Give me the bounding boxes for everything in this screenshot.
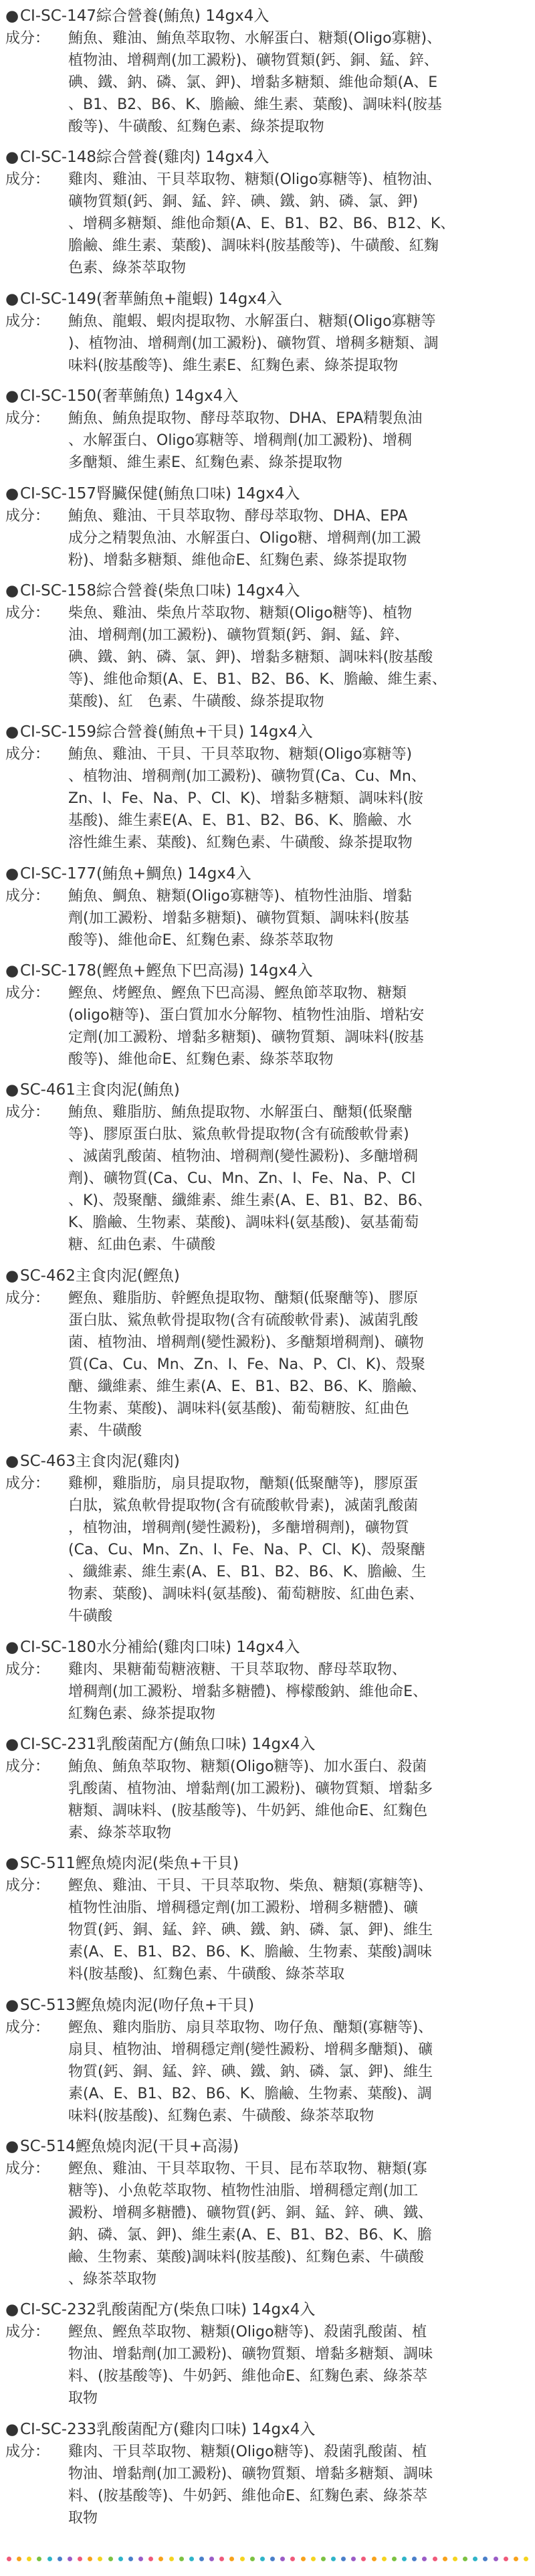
ingredients-line: 澱粉、增稠多糖體)、礦物質(鈣、銅、錳、鋅、碘、鐵、: [68, 2205, 433, 2221]
product-title-text: SC-462主食肉泥(鰹魚): [20, 1267, 180, 1285]
ingredients-line: 劑(加工澱粉、增黏多糖類)、礦物質類、調味料(胺基: [68, 909, 409, 927]
product-title-text: CI-SC-231乳酸菌配方(鮪魚口味) 14gx4入: [20, 1735, 316, 1753]
ingredients-line: 鈉、磷、氯、鉀)、維生素(A、E、B1、B2、B6、K、膽: [68, 2227, 432, 2243]
bullet-icon: ●: [5, 149, 19, 167]
ingredients-text: [68, 885, 530, 951]
decorative-dot: [514, 2557, 518, 2561]
product-title: [5, 2299, 530, 2321]
ingredients-row: [5, 743, 530, 854]
decorative-dot: [280, 2557, 285, 2561]
decorative-dot: [351, 2557, 356, 2561]
product-item: [5, 288, 530, 377]
product-title: [5, 1451, 530, 1473]
ingredients-line: 糖類、調味料、(胺基酸等)、牛奶鈣、維他命E、紅麴色: [68, 1802, 428, 1819]
product-title-text: CI-SC-148綜合營養(雞肉) 14gx4入: [20, 149, 270, 167]
ingredients-line: 膽鹼、維生素、葉酸)、調味料(胺基酸等)、牛磺酸、紅麴: [68, 238, 439, 255]
bullet-icon: ●: [5, 2138, 19, 2155]
decorative-dot: [270, 2557, 275, 2561]
product-title-text: SC-461主食肉泥(鮪魚): [20, 1081, 180, 1099]
product-item: [5, 1995, 530, 2127]
decorative-dot: [88, 2557, 92, 2561]
ingredients-line: 雞柳，雞脂肪，扇貝提取物，醣類(低聚醣等)，膠原蛋: [68, 1475, 419, 1493]
ingredients-line: )、植物油、增稠劑(加工澱粉)、礦物質、增稠多糖類、調: [68, 335, 439, 352]
ingredients-text: [68, 1875, 530, 1985]
decorative-dot: [260, 2557, 265, 2561]
decorative-dot: [331, 2557, 336, 2561]
decorative-dot: [301, 2557, 306, 2561]
decorative-dot: [412, 2557, 417, 2561]
decorative-dot: [290, 2557, 295, 2561]
decorative-dot: [422, 2557, 427, 2561]
product-title-text: CI-SC-159綜合營養(鮪魚+干貝) 14gx4入: [20, 723, 313, 741]
ingredients-label: 成分：: [5, 507, 50, 525]
ingredients-label: 成分：: [5, 2160, 50, 2177]
ingredients-line: 物質(鈣、銅、錳、鋅、碘、鐵、鈉、磷、氯、鉀)、維生: [68, 1922, 433, 1939]
bullet-icon: ●: [5, 2420, 19, 2438]
ingredients-line: 礦物質類(鈣、銅、錳、鋅、碘、鐵、鈉、磷、氯、鉀): [68, 193, 419, 211]
ingredients-label: 成分：: [5, 2324, 50, 2341]
product-title-text: CI-SC-233乳酸菌配方(雞肉口味) 14gx4入: [20, 2420, 316, 2438]
ingredients-text: [68, 982, 530, 1071]
decorative-dot: [453, 2557, 457, 2561]
ingredients-line: 料(胺基酸)、紅麴色素、牛磺酸、綠茶萃取: [68, 1966, 345, 1983]
ingredients-line: 雞肉、干貝萃取物、糖類(Oligo糖等)、殺菌乳酸菌、植: [68, 2443, 427, 2460]
decorative-dot: [17, 2557, 21, 2561]
ingredients-label: 成分：: [5, 410, 50, 428]
ingredients-line: 碘、鐵、鈉、磷、氯、鉀)、增黏多糖類、調味料(胺基酸: [68, 648, 433, 666]
ingredients-row: [5, 27, 530, 138]
decorative-dot: [524, 2557, 528, 2561]
decorative-dot: [229, 2557, 234, 2561]
product-item: [5, 2299, 530, 2409]
ingredients-row: [5, 1756, 530, 1844]
decorative-dot: [504, 2557, 508, 2561]
ingredients-line: 、綠茶萃取物: [68, 2271, 157, 2288]
product-title-text: CI-SC-180水分補給(雞肉口味) 14gx4入: [20, 1638, 300, 1656]
ingredients-line: 味料(胺基酸等)、維生素E、紅麴色素、綠茶提取物: [68, 357, 399, 374]
ingredients-text: [68, 1287, 530, 1442]
product-title: [5, 385, 530, 407]
ingredients-row: [5, 505, 530, 571]
ingredients-line: 白肽，鯊魚軟骨提取物(含有硫酸軟骨素)，滅菌乳酸菌: [68, 1497, 419, 1515]
product-item: [5, 147, 530, 279]
ingredients-label: 成分：: [5, 312, 50, 330]
dotted-divider: [7, 2555, 528, 2563]
decorative-dot: [311, 2557, 316, 2561]
ingredients-label: 成分：: [5, 887, 50, 905]
ingredients-line: 雞肉、雞油、干貝萃取物、糖類(Oligo寡糖等)、植物油、: [68, 171, 442, 189]
ingredients-line: 取物: [68, 2509, 98, 2526]
product-title: [5, 147, 530, 169]
ingredients-line: 料、(胺基酸等)、牛奶鈣、維他命E、紅麴色素、綠茶萃: [68, 2368, 428, 2385]
product-title-text: SC-511鰹魚燒肉泥(柴魚+干貝): [20, 1855, 239, 1873]
product-title: [5, 1637, 530, 1659]
decorative-dot: [108, 2557, 113, 2561]
ingredients-label: 成分：: [5, 1661, 50, 1678]
decorative-dot: [341, 2557, 346, 2561]
ingredients-label: 成分：: [5, 1289, 50, 1307]
decorative-dot: [382, 2557, 387, 2561]
bullet-icon: ●: [5, 2301, 19, 2319]
ingredients-line: 牛磺酸: [68, 1608, 113, 1625]
ingredients-row: [5, 1875, 530, 1985]
product-item: [5, 960, 530, 1071]
bullet-icon: ●: [5, 7, 19, 25]
product-title: [5, 5, 530, 27]
decorative-dot: [219, 2557, 224, 2561]
product-title: [5, 863, 530, 885]
ingredients-label: 成分：: [5, 604, 50, 622]
bullet-icon: ●: [5, 290, 19, 308]
ingredients-row: [5, 885, 530, 951]
ingredients-line: K、膽鹼、生物素、葉酸)、調味料(氨基酸)、氨基葡萄: [68, 1214, 419, 1232]
ingredients-line: 植物油、增稠劑(加工澱粉)、礦物質類(鈣、銅、錳、鋅、: [68, 52, 439, 69]
ingredients-row: [5, 1287, 530, 1442]
ingredients-text: [68, 743, 530, 854]
bullet-icon: ●: [5, 1638, 19, 1656]
ingredients-line: 鮪魚、鮪魚提取物、酵母萃取物、DHA、EPA精製魚油: [68, 410, 423, 428]
ingredients-label: 成分：: [5, 2019, 50, 2036]
ingredients-line: 取物: [68, 2390, 98, 2407]
ingredients-row: [5, 1473, 530, 1627]
ingredients-label: 成分：: [5, 746, 50, 763]
ingredients-line: 質(Ca、Cu、Mn、Zn、I、Fe、Na、P、Cl、K)、殼聚: [68, 1356, 425, 1373]
ingredients-text: [68, 1473, 530, 1627]
product-item: [5, 863, 530, 951]
product-item: [5, 1734, 530, 1844]
product-title-text: CI-SC-149(奢華鮪魚+龍蝦) 14gx4入: [20, 290, 282, 308]
bullet-icon: ●: [5, 1081, 19, 1099]
ingredients-line: 味料(胺基酸)、紅麴色素、牛磺酸、綠茶萃取物: [68, 2107, 374, 2124]
product-title: [5, 2136, 530, 2158]
ingredients-label: 成分：: [5, 1475, 50, 1493]
ingredients-text: [68, 27, 530, 138]
product-title: [5, 580, 530, 602]
product-title: [5, 1079, 530, 1101]
product-item: [5, 5, 530, 138]
ingredients-line: (Ca、Cu、Mn、Zn、I、Fe、Na、P、Cl、K)、殼聚醣: [68, 1542, 425, 1559]
decorative-dot: [58, 2557, 62, 2561]
ingredients-line: 增稠劑(加工澱粉、增黏多糖體)、檸檬酸鈉、維他命E、: [68, 1683, 428, 1700]
ingredients-line: 鰹魚、雞油、干貝、干貝萃取物、柴魚、糖類(寡糖等)、: [68, 1877, 433, 1895]
bullet-icon: ●: [5, 1735, 19, 1753]
ingredients-line: 酸等)、維他命E、紅麴色素、綠茶萃取物: [68, 931, 334, 949]
ingredients-line: 鰹魚、雞肉脂肪、扇貝萃取物、吻仔魚、醣類(寡糖等)、: [68, 2019, 433, 2036]
ingredients-line: 素(A、E、B1、B2、B6、K、膽鹼、生物素、葉酸)、調: [68, 2085, 432, 2102]
ingredients-line: 糖等)、小魚乾萃取物、植物性油脂、增稠穩定劑(加工: [68, 2183, 419, 2199]
product-item: [5, 385, 530, 474]
ingredients-row: [5, 1659, 530, 1725]
ingredients-row: [5, 982, 530, 1071]
decorative-dot: [169, 2557, 174, 2561]
ingredients-line: 鮪魚、雞油、干貝萃取物、酵母萃取物、DHA、EPA: [68, 507, 408, 525]
ingredients-line: 色素、綠茶萃取物: [68, 260, 187, 277]
ingredients-line: 素、牛磺酸: [68, 1422, 142, 1439]
ingredients-line: 、K)、殼聚醣、纖維素、維生素(A、E、B1、B2、B6、: [68, 1192, 432, 1210]
ingredients-line: 扇貝、植物油、增稠穩定劑(變性澱粉、增稠多醣類)、礦: [68, 2041, 433, 2058]
decorative-dot: [158, 2557, 163, 2561]
ingredients-line: 等)、維他命類(A、E、B1、B2、B6、K、膽鹼、維生素、: [68, 670, 447, 688]
ingredients-text: [68, 1659, 530, 1725]
ingredients-line: 生物素、葉酸)、調味料(氨基酸)、葡萄糖胺、紅曲色: [68, 1400, 409, 1417]
decorative-dot: [463, 2557, 467, 2561]
decorative-dot: [27, 2557, 31, 2561]
ingredients-line: 成分之精製魚油、水解蛋白、Oligo糖、增稠劑(加工澱: [68, 529, 421, 547]
product-item: [5, 1637, 530, 1725]
decorative-dot: [473, 2557, 477, 2561]
bullet-icon: ●: [5, 723, 19, 741]
ingredients-text: [68, 602, 530, 713]
product-title-text: CI-SC-147綜合營養(鮪魚) 14gx4入: [20, 7, 270, 25]
ingredients-text: [68, 505, 530, 571]
ingredients-line: 定劑(加工澱粉、增黏多糖類)、礦物質類、調味料(胺基: [68, 1029, 424, 1046]
ingredients-line: 物質(鈣、銅、錳、鋅、碘、鐵、鈉、磷、氯、鉀)、維生: [68, 2063, 433, 2080]
product-title: [5, 1734, 530, 1756]
ingredients-label: 成分：: [5, 2443, 50, 2460]
product-item: [5, 483, 530, 571]
ingredients-line: 、纖維素、維生素(A、E、B1、B2、B6、K、膽鹼、生: [68, 1564, 427, 1581]
product-item: [5, 1451, 530, 1627]
ingredients-line: 基酸)、維生素E(A、E、B1、B2、B6、K、膽鹼、水: [68, 812, 412, 830]
ingredients-line: 、B1、B2、B6、K、膽鹼、維生素、葉酸)、調味料(胺基: [68, 96, 442, 113]
ingredients-line: 多醣類、維生素E、紅麴色素、綠茶提取物: [68, 454, 342, 472]
ingredients-line: 、滅菌乳酸菌、植物油、增稠劑(變性澱粉)、多醣增稠: [68, 1148, 419, 1166]
ingredients-line: 蛋白肽、鯊魚軟骨提取物(含有硫酸軟骨素)、滅菌乳酸: [68, 1311, 419, 1329]
decorative-dot: [7, 2557, 11, 2561]
ingredients-label: 成分：: [5, 30, 50, 47]
ingredients-line: 物油、增黏劑(加工澱粉)、礦物質類、增黏多糖類、調味: [68, 2465, 433, 2482]
ingredients-line: 、增稠多糖類、維他命類(A、E、B1、B2、B6、B12、K、: [68, 215, 455, 233]
ingredients-line: 紅麴色素、綠茶提取物: [68, 1705, 216, 1722]
ingredients-text: [68, 310, 530, 377]
bullet-icon: ●: [5, 1855, 19, 1873]
product-item: [5, 2136, 530, 2290]
ingredients-text: [68, 1101, 530, 1256]
ingredients-line: 料、(胺基酸等)、牛奶鈣、維他命E、紅麴色素、綠茶萃: [68, 2487, 428, 2504]
ingredients-label: 成分：: [5, 1104, 50, 1121]
ingredients-line: 、植物油、增稠劑(加工澱粉)、礦物質(Ca、Cu、Mn、: [68, 768, 426, 786]
decorative-dot: [78, 2557, 82, 2561]
ingredients-label: 成分：: [5, 1758, 50, 1775]
ingredients-line: 物素、葉酸)、調味料(氨基酸)、葡萄糖胺、紅曲色素、: [68, 1586, 424, 1603]
ingredients-line: 素、綠茶萃取物: [68, 1824, 172, 1841]
ingredients-text: [68, 1756, 530, 1844]
decorative-dot: [68, 2557, 72, 2561]
product-title: [5, 1853, 530, 1875]
ingredients-row: [5, 602, 530, 713]
ingredients-line: 粉)、增黏多糖類、維他命E、紅麴色素、綠茶提取物: [68, 551, 407, 569]
product-title-text: SC-463主食肉泥(雞肉): [20, 1453, 180, 1471]
decorative-dot: [392, 2557, 397, 2561]
bullet-icon: ●: [5, 864, 19, 883]
decorative-dot: [47, 2557, 52, 2561]
ingredients-line: 菌、植物油、增稠劑(變性澱粉)、多醣類增稠劑)、礦物: [68, 1333, 424, 1351]
bullet-icon: ●: [5, 1267, 19, 1285]
ingredients-line: 鮪魚、雞油、干貝、干貝萃取物、糖類(Oligo寡糖等): [68, 746, 413, 763]
product-item: [5, 2419, 530, 2529]
product-item: [5, 721, 530, 854]
ingredients-row: [5, 2158, 530, 2290]
ingredients-line: 鰹魚、雞脂肪、幹鰹魚提取物、醣類(低聚醣等)、膠原: [68, 1289, 419, 1307]
ingredients-line: 素(A、E、B1、B2、B6、K、膽鹼、生物素、葉酸)調味: [68, 1944, 432, 1961]
ingredients-line: 植物性油脂、增稠穩定劑(加工澱粉、增稠多糖體)、礦: [68, 1900, 419, 1917]
ingredients-text: [68, 169, 530, 279]
ingredients-row: [5, 1101, 530, 1256]
bullet-icon: ●: [5, 581, 19, 600]
ingredients-line: 醣、纖維素、維生素(A、E、B1、B2、B6、K、膽鹼、: [68, 1378, 427, 1395]
decorative-dot: [494, 2557, 498, 2561]
ingredients-line: (oligo糖等)、蛋白質加水分解物、植物性油脂、增粘安: [68, 1007, 425, 1024]
ingredients-line: 劑)、礦物質(Ca、Cu、Mn、Zn、I、Fe、Na、P、Cl: [68, 1170, 416, 1188]
ingredients-line: 溶性維生素、葉酸)、紅麴色素、牛磺酸、綠茶提取物: [68, 834, 413, 852]
product-item: [5, 1853, 530, 1985]
ingredients-line: 雞肉、果糖葡萄糖液糖、干貝萃取物、酵母萃取物、: [68, 1661, 407, 1678]
ingredients-row: [5, 2321, 530, 2409]
decorative-dot: [148, 2557, 153, 2561]
product-title-text: SC-513鰹魚燒肉泥(吻仔魚+干貝): [20, 1996, 255, 2014]
decorative-dot: [372, 2557, 377, 2561]
decorative-dot: [179, 2557, 184, 2561]
ingredients-row: [5, 2017, 530, 2127]
ingredients-label: 成分：: [5, 171, 50, 189]
ingredients-line: 、水解蛋白、Oligo寡糖等、增稠劑(加工澱粉)、增稠: [68, 432, 413, 450]
ingredients-text: [68, 2158, 530, 2290]
ingredients-text: [68, 407, 530, 474]
ingredients-line: 等)、膠原蛋白肽、鯊魚軟骨提取物(含有硫酸軟骨素): [68, 1126, 409, 1143]
product-title-text: CI-SC-150(奢華鮪魚) 14gx4入: [20, 387, 239, 405]
decorative-dot: [37, 2557, 41, 2561]
ingredients-line: 鹼、生物素、葉酸)調味料(胺基酸)、紅麴色素、牛磺酸: [68, 2249, 424, 2266]
ingredients-row: [5, 2441, 530, 2529]
decorative-dot: [443, 2557, 447, 2561]
bullet-icon: ●: [5, 1996, 19, 2014]
bullet-icon: ●: [5, 387, 19, 405]
ingredient-list: [5, 5, 530, 2529]
decorative-dot: [433, 2557, 437, 2561]
ingredients-label: 成分：: [5, 1877, 50, 1895]
product-title: [5, 1995, 530, 2017]
product-title: [5, 1265, 530, 1287]
decorative-dot: [189, 2557, 194, 2561]
ingredients-line: 糖、紅曲色素、牛磺酸: [68, 1236, 216, 1254]
ingredients-line: 鮪魚、龍蝦、蝦肉提取物、水解蛋白、糖類(Oligo寡糖等: [68, 312, 436, 330]
bullet-icon: ●: [5, 1453, 19, 1471]
product-item: [5, 580, 530, 713]
product-item: [5, 1079, 530, 1256]
bullet-icon: ●: [5, 484, 19, 502]
ingredients-row: [5, 169, 530, 279]
ingredients-line: 鮪魚、鮪魚萃取物、糖類(Oligo糖等)、加水蛋白、殺菌: [68, 1758, 427, 1775]
product-title-text: CI-SC-178(鰹魚+鰹魚下巴高湯) 14gx4入: [20, 962, 313, 980]
decorative-dot: [240, 2557, 245, 2561]
decorative-dot: [321, 2557, 326, 2561]
ingredients-text: [68, 2017, 530, 2127]
ingredients-text: [68, 2321, 530, 2409]
product-title-text: CI-SC-232乳酸菌配方(柴魚口味) 14gx4入: [20, 2301, 316, 2319]
product-title-text: SC-514鰹魚燒肉泥(干貝+高湯): [20, 2138, 239, 2155]
ingredients-text: [68, 2441, 530, 2529]
decorative-dot: [128, 2557, 133, 2561]
ingredients-line: 油、增稠劑(加工澱粉)、礦物質類(鈣、銅、錳、鋅、: [68, 626, 409, 644]
ingredients-line: 鮪魚、雞脂肪、鮪魚提取物、水解蛋白、醣類(低聚醣: [68, 1104, 413, 1121]
ingredients-line: 碘、鐵、鈉、磷、氯、鉀)、增黏多糖類、維他命類(A、E: [68, 74, 438, 91]
product-title: [5, 721, 530, 743]
ingredients-row: [5, 407, 530, 474]
decorative-dot: [118, 2557, 123, 2561]
bullet-icon: ●: [5, 962, 19, 980]
decorative-dot: [199, 2557, 204, 2561]
decorative-dot: [361, 2557, 366, 2561]
product-title-text: CI-SC-177(鮪魚+鯛魚) 14gx4入: [20, 864, 251, 883]
ingredients-line: 鮪魚、鯛魚、糖類(Oligo寡糖等)、植物性油脂、增黏: [68, 887, 413, 905]
ingredients-line: 乳酸菌、植物油、增黏劑(加工澱粉)、礦物質類、增黏多: [68, 1780, 433, 1797]
decorative-dot: [402, 2557, 407, 2561]
ingredients-line: 鰹魚、雞油、干貝萃取物、干貝、昆布萃取物、糖類(寡: [68, 2160, 427, 2177]
product-title: [5, 483, 530, 505]
product-title: [5, 960, 530, 982]
ingredients-line: 酸等)、維他命E、紅麴色素、綠茶萃取物: [68, 1051, 334, 1068]
decorative-dot: [250, 2557, 255, 2561]
product-title-text: CI-SC-158綜合營養(柴魚口味) 14gx4入: [20, 581, 300, 600]
ingredients-line: 鮪魚、雞油、鮪魚萃取物、水解蛋白、糖類(Oligo寡糖)、: [68, 30, 442, 47]
product-title: [5, 288, 530, 310]
ingredients-line: 物油、增黏劑(加工澱粉)、礦物質類、增黏多糖類、調味: [68, 2346, 433, 2363]
decorative-dot: [209, 2557, 214, 2561]
ingredients-line: 鰹魚、烤鰹魚、鰹魚下巴高湯、鰹魚節萃取物、糖類: [68, 985, 407, 1002]
ingredients-line: 鰹魚、鰹魚萃取物、糖類(Oligo糖等)、殺菌乳酸菌、植: [68, 2324, 427, 2341]
product-title: [5, 2419, 530, 2441]
ingredients-line: 柴魚、雞油、柴魚片萃取物、糖類(Oligo糖等)、植物: [68, 604, 413, 622]
ingredients-line: Zn、I、Fe、Na、P、Cl、K)、增黏多糖類、調味料(胺: [68, 790, 423, 808]
ingredients-line: ，植物油，增稠劑(變性澱粉)，多醣增稠劑)，礦物質: [68, 1520, 409, 1537]
product-title-text: CI-SC-157腎臟保健(鮪魚口味) 14gx4入: [20, 484, 300, 502]
product-item: [5, 1265, 530, 1442]
decorative-dot: [138, 2557, 143, 2561]
decorative-dot: [483, 2557, 488, 2561]
ingredients-line: 葉酸)、紅 色素、牛磺酸、綠茶提取物: [68, 693, 324, 710]
ingredients-label: 成分：: [5, 985, 50, 1002]
ingredients-row: [5, 310, 530, 377]
ingredients-line: 酸等)、牛磺酸、紅麴色素、綠茶提取物: [68, 118, 324, 135]
decorative-dot: [98, 2557, 102, 2561]
